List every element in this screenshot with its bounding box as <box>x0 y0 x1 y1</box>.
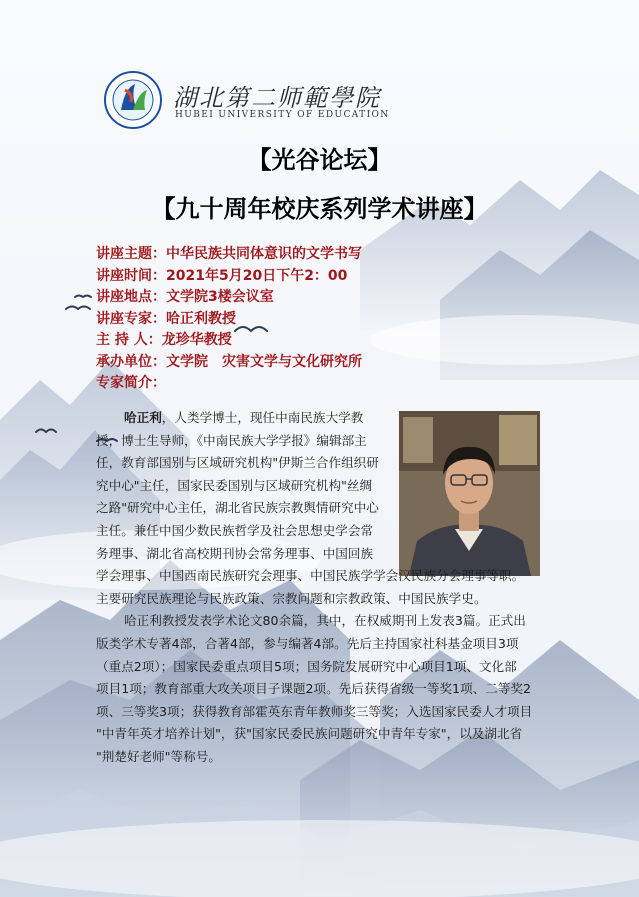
bio-line: 主要研究民族理论与民族政策、宗教问题和宗教政策、中国民族学史。 <box>96 590 487 606</box>
school-name-english: HUBEI UNIVERSITY OF EDUCATION <box>175 110 390 120</box>
bio-line: 究中心"主任，国家民委国别与区域研究机构"丝绸 <box>96 477 373 493</box>
bio-line: 之路"研究中心主任，湖北省民族宗教舆情研究中心 <box>96 500 379 516</box>
info-bio-heading: 专家简介： <box>96 375 166 391</box>
info-time: 讲座时间：2021年5月20日下午2：00 <box>96 267 348 284</box>
bio-line: 授，博士生导师，《中南民族大学学报》编辑部主 <box>96 432 367 448</box>
bio-line: 哈正利，人类学博士，现任中南民族大学教 <box>124 410 364 425</box>
info-host: 主 持 人：龙珍华教授 <box>96 332 232 348</box>
bio-para2-line: 哈正利教授发表学术论文80余篇，其中，在权威期刊上发表3篇。正式出 <box>124 613 526 629</box>
bio-para2-line: 项、三等奖3项；获得教育部霍英东青年教师奖三等奖；入选国家民委人才项目 <box>96 703 533 719</box>
bio-para2-line: （重点2项）；国家民委重点项目5项；国务院发展研究中心项目1项、文化部 <box>96 658 517 674</box>
bio-para2-line: "荆楚好老师"等称号。 <box>96 748 221 764</box>
bio-line: 务理事、湖北省高校期刊协会常务理事、中国回族 <box>96 545 374 561</box>
info-organizer: 承办单位：文学院 灾害文学与文化研究所 <box>96 353 362 370</box>
school-logo-block <box>103 70 390 130</box>
bio-para2-line: 项目1项；教育部重大攻关项目子课题2项。先后获得省级一等奖1项、二等奖2 <box>96 681 532 697</box>
bio-para2-line: 版类学术专著4部，合著4部，参与编著4部。先后主持国家社科基金项目3项 <box>96 635 519 651</box>
bio-line: 任，教育部国别与区域研究机构"伊斯兰合作组织研 <box>96 455 379 471</box>
speaker-bio <box>96 407 548 769</box>
bio-para2-line: "中青年英才培养计划"，获"国家民委民族问题研究中青年专家"，以及湖北省 <box>96 726 523 742</box>
bio-line: 主任。兼任中国少数民族哲学及社会思想史学会常 <box>96 522 374 538</box>
lecture-info <box>96 244 362 395</box>
series-title: 【九十周年校庆系列学术讲座】 <box>151 195 488 223</box>
info-location: 讲座地点：文学院3楼会议室 <box>96 289 274 305</box>
school-name-chinese: 湖北第二师範學院 <box>173 84 381 112</box>
info-topic: 讲座主题：中华民族共同体意识的文学书写 <box>96 246 362 262</box>
bio-line: 学会理事、中国西南民族研究会理事、中国民族学学会汉民族分会理事等职。 <box>96 568 525 584</box>
forum-title: 【光谷论坛】 <box>247 146 392 174</box>
school-emblem-icon <box>103 70 163 130</box>
info-speaker: 讲座专家：哈正利教授 <box>96 310 236 327</box>
